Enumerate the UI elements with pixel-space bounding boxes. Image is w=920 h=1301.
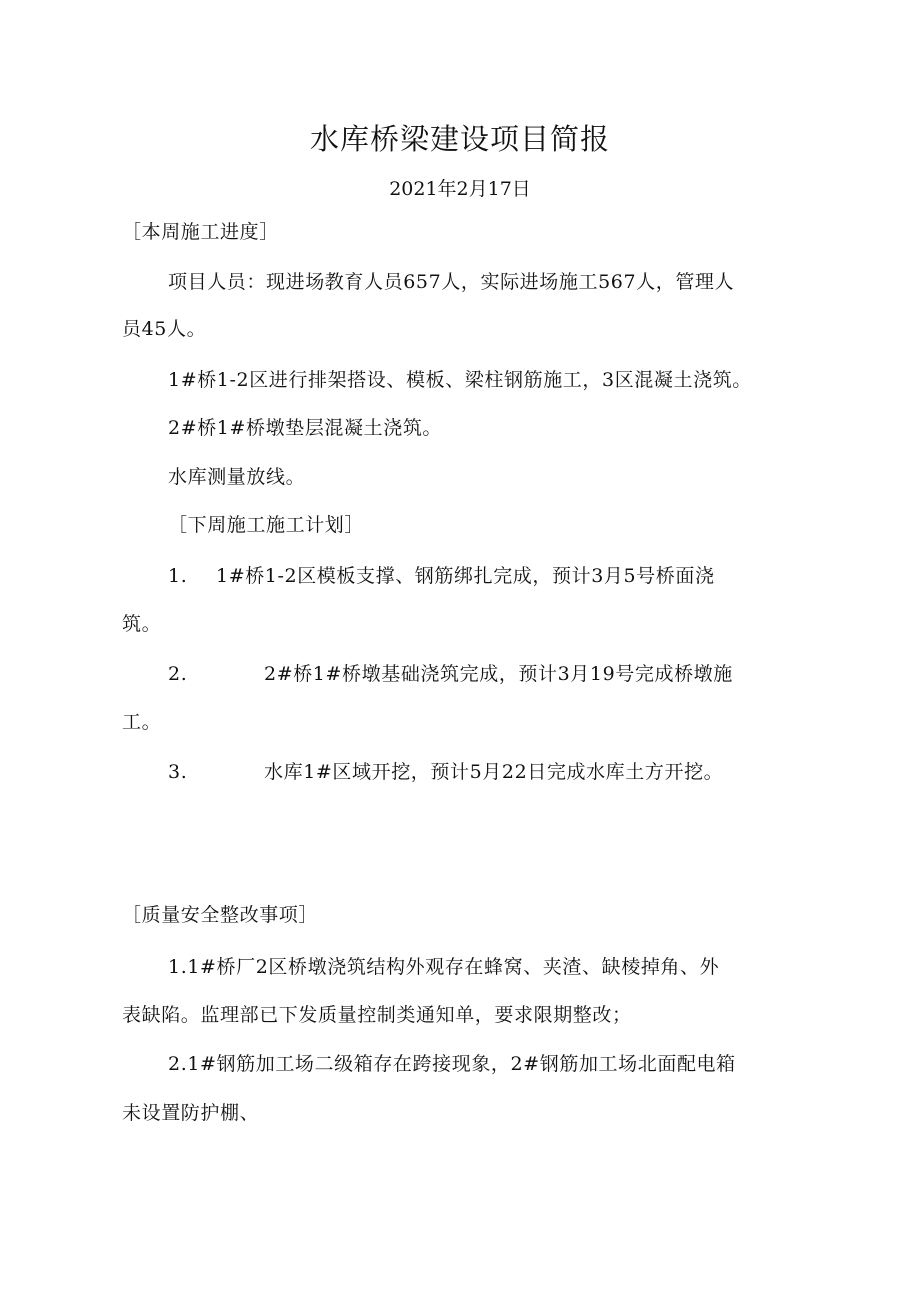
plan-item-2-number: 2. [168,663,188,685]
bridge1-progress: 1#桥1-2区进行排架搭设、模板、梁柱钢筋施工，3区混凝土浇筑。 [168,369,752,391]
reservoir-progress: 水库测量放线。 [168,466,306,488]
progress-heading: ［本周施工进度］ [122,221,279,243]
plan-item-1-continued: 筑。 [122,613,162,635]
plan-item-2-text: 2#桥1#桥墩基础浇筑完成，预计3月19号完成桥墩施 [264,663,733,685]
plan-item-3 [168,760,723,784]
plan-item-2-continued: 工。 [122,711,162,733]
report-date: 2021年2月17日 [389,178,531,200]
plan-item-1-number: 1. [168,565,188,587]
quality-item-2-continued: 未设置防护棚、 [122,1102,260,1124]
plan-heading: ［下周施工施工计划］ [168,514,365,536]
report-title: 水库桥梁建设项目简报 [309,122,610,156]
quality-item-2: 2.1#钢筋加工场二级箱存在跨接现象，2#钢筋加工场北面配电箱 [168,1053,736,1075]
staff-line-2: 员45人。 [122,318,207,340]
plan-item-2 [168,662,733,686]
plan-item-1 [168,564,715,588]
staff-line-1: 项目人员：现进场教育人员657人，实际进场施工567人，管理人 [168,271,735,293]
quality-heading: ［质量安全整改事项］ [122,904,319,926]
quality-item-1-continued: 表缺陷。监理部已下发质量控制类通知单，要求限期整改； [122,1004,632,1026]
bridge2-progress: 2#桥1#桥墩垫层混凝土浇筑。 [168,417,443,439]
plan-item-3-number: 3. [168,761,188,783]
plan-item-1-text: 1#桥1-2区模板支撑、钢筋绑扎完成，预计3月5号桥面浇 [216,565,715,587]
plan-item-3-text: 水库1#区域开挖，预计5月22日完成水库土方开挖。 [264,761,724,783]
quality-item-1: 1.1#桥厂2区桥墩浇筑结构外观存在蜂窝、夹渣、缺棱掉角、外 [168,956,720,978]
